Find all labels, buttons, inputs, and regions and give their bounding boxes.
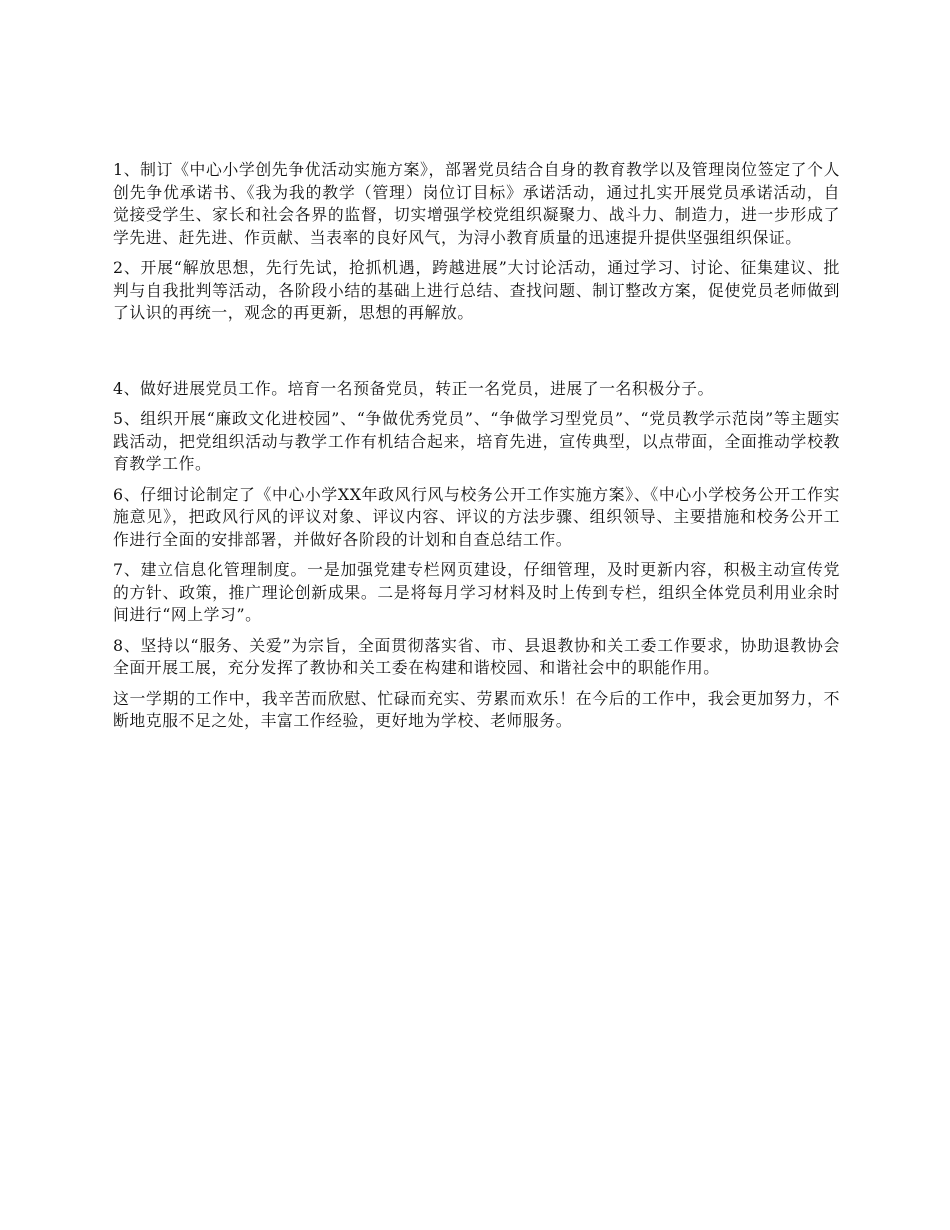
paragraph-item-4: 4、做好进展党员工作。培育一名预备党员，转正一名党员，进展了一名积极分子。 — [113, 378, 714, 398]
paragraph-item-6: 6、仔细讨论制定了《中心小学XX年政风行风与校务公开工作实施方案》、《中心小学校务公开工作实施意见》，把政风行风的评议对象、评议内容、评议的方法步骤、组织领导、主要措施和校务公开工作进行全面的安排部署，并做好各阶段的计划和自查总结工作。 — [113, 484, 840, 549]
paragraph-item-8: 8、坚持以“服务、关爱”为宗旨，全面贯彻落实省、市、县退教协和关工委工作要求，协助退教协会全面开展工展，充分发挥了教协和关工委在构建和谐校园、和谐社会中的职能作用。 — [113, 635, 840, 677]
paragraph-item-2: 2、开展“解放思想，先行先试，抢抓机遇，跨越进展”大讨论活动，通过学习、讨论、征集建议、批判与自我批判等活动，各阶段小结的基础上进行总结、查找问题、制订整改方案，促使党员老师做到了认识的再统一，观念的再更新，思想的再解放。 — [113, 258, 840, 322]
document-body — [113, 159, 840, 733]
paragraph-item-5: 5、组织开展“廉政文化进校园”、“争做优秀党员”、“争做学习型党员”、“党员教学示范岗”等主题实践活动，把党组织活动与教学工作有机结合起来，培育先进，宣传典型，以点带面，全面推动学校教育教学工作。 — [113, 409, 840, 473]
closing-paragraph: 这一学期的工作中，我辛苦而欣慰、忙碌而充实、劳累而欢乐！在今后的工作中，我会更加努力，不断地克服不足之处，丰富工作经验，更好地为学校、老师服务。 — [113, 688, 840, 730]
paragraph-item-7: 7、建立信息化管理制度。一是加强党建专栏网页建设，仔细管理，及时更新内容，积极主动宣传党的方针、政策，推广理论创新成果。二是将每月学习材料及时上传到专栏，组织全体党员利用业余时间进行“网上学习”。 — [113, 560, 840, 624]
paragraph-item-1: 1、制订《中心小学创先争优活动实施方案》，部署党员结合自身的教育教学以及管理岗位签定了个人创先争优承诺书、《我为我的教学（管理）岗位订目标》承诺活动，通过扎实开展党员承诺活动，自觉接受学生、家长和社会各界的监督，切实增强学校党组织凝聚力、战斗力、制造力，进一步形成了学先进、赶先进、作贡献、当表率的良好风气，为浔小教育质量的迅速提升提供坚强组织保证。 — [113, 160, 840, 247]
